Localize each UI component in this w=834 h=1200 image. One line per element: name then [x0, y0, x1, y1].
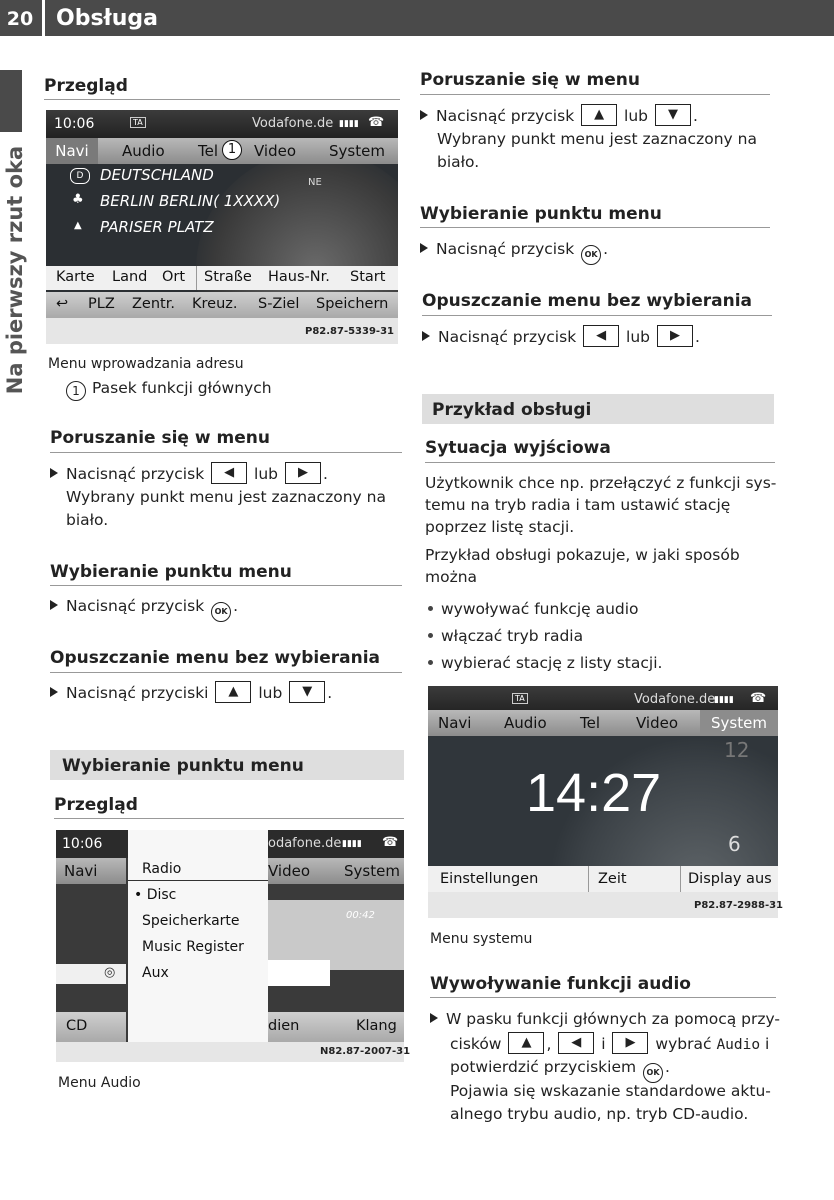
paragraph: Przykład obsługi pokazuje, w jaki sposób można — [425, 546, 740, 586]
menu-navi[interactable]: Navi — [438, 714, 472, 732]
header-divider — [42, 0, 45, 36]
menu-item-music-register[interactable]: Music Register — [142, 939, 244, 955]
ta-badge: TA — [130, 117, 146, 128]
address-city[interactable]: BERLIN BERLIN( 1XXXX) — [100, 192, 281, 210]
instruction: Nacisnąć przycisk OK . — [420, 238, 608, 265]
fn-karte[interactable]: Karte — [56, 269, 95, 285]
fn-sziel[interactable]: S-Ziel — [258, 296, 300, 312]
instruction-result-2: biało. — [66, 511, 109, 529]
ta-badge: TA — [512, 693, 528, 704]
country-badge: D — [70, 168, 90, 184]
phone-icon: ☎ — [368, 115, 385, 130]
up-key-icon: ▲ — [581, 104, 617, 126]
menu-item-disc[interactable]: • Disc — [134, 887, 177, 903]
ok-key-icon: OK — [643, 1063, 663, 1083]
time: 10:06 — [54, 116, 95, 132]
instruction: Nacisnąć przycisk OK . — [50, 595, 238, 622]
arrow-icon — [430, 1013, 438, 1023]
fn-kreuz[interactable]: Kreuz. — [192, 296, 238, 312]
section-title: Opuszczanie menu bez wybierania — [50, 648, 381, 668]
menu-system[interactable]: System — [344, 862, 400, 880]
legend-number: 1 — [66, 381, 86, 401]
legend — [66, 377, 272, 401]
section-title: Wybieranie punktu menu — [420, 204, 662, 224]
menu-video[interactable]: Video — [268, 862, 311, 880]
dial-6: 6 — [728, 832, 741, 856]
page-number: 20 — [6, 8, 34, 30]
section-banner: Wybieranie punktu menu — [50, 750, 404, 780]
phone-icon: ☎ — [750, 691, 767, 706]
fn-klang[interactable]: Klang — [356, 1018, 397, 1034]
instruction-result: Pojawia się wskazanie standardowe aktu- — [450, 1082, 771, 1100]
fn-cd[interactable]: CD — [66, 1018, 88, 1034]
signal-icon: ▮▮▮▮ — [714, 695, 734, 705]
section-title: Opuszczanie menu bez wybierania — [422, 291, 753, 311]
side-tab-label: Na pierwszy rzut oka — [3, 145, 27, 395]
right-key-icon: ▶ — [612, 1032, 648, 1054]
menu-system[interactable]: System — [329, 142, 385, 160]
instruction: W pasku funkcji głównych za pomocą przy- — [430, 1008, 780, 1030]
right-key-icon: ▶ — [285, 462, 321, 484]
menu-video[interactable]: Video — [254, 142, 297, 160]
time: 10:06 — [56, 830, 132, 858]
instruction-result-2: alnego trybu audio, np. tryb CD-audio. — [450, 1105, 749, 1123]
arrow-icon — [50, 468, 58, 478]
up-key-icon: ▲ — [508, 1032, 544, 1054]
clock-time: 14:27 — [526, 763, 662, 823]
arrow-icon — [422, 331, 430, 341]
arrow-icon — [420, 243, 428, 253]
fn-land[interactable]: Land — [112, 269, 148, 285]
provider: Vodafone.de — [252, 116, 334, 131]
section-title: Poruszanie się w menu — [420, 70, 640, 90]
fn-hausnr[interactable]: Haus-Nr. — [268, 269, 330, 285]
menu-item-speicherkarte[interactable]: Speicherkarte — [142, 913, 240, 929]
section-banner: Przykład obsługi — [422, 394, 774, 424]
section-title-overview: Przegląd — [44, 76, 128, 96]
menu-item-radio[interactable]: Radio — [142, 861, 182, 877]
menu-audio[interactable]: Audio — [504, 714, 547, 732]
down-key-icon: ▼ — [655, 104, 691, 126]
nav-function-bar — [46, 266, 398, 290]
ok-key-icon: OK — [581, 245, 601, 265]
signal-icon: ▮▮▮▮ — [339, 119, 359, 129]
compass-ne: NE — [308, 177, 322, 188]
fn-ort[interactable]: Ort — [162, 269, 186, 285]
fn-display-aus[interactable]: Display aus — [688, 871, 772, 887]
ok-key-icon: OK — [211, 602, 231, 622]
page-title: Obsługa — [56, 6, 158, 31]
fn-einstellungen[interactable]: Einstellungen — [440, 871, 539, 887]
page-header — [0, 0, 834, 36]
section-title: Sytuacja wyjściowa — [425, 438, 611, 458]
figure-code: P82.87-2988-31 — [694, 900, 784, 911]
instruction-result: Wybrany punkt menu jest zaznaczony na — [66, 488, 386, 506]
figure-caption: Menu wprowadzania adresu — [48, 356, 244, 372]
fn-start[interactable]: Start — [350, 269, 386, 285]
provider: odafone.de — [268, 836, 342, 851]
left-key-icon: ◀ — [211, 462, 247, 484]
left-key-icon: ◀ — [583, 325, 619, 347]
instruction-cont: potwierdzić przyciskiem OK . — [450, 1056, 670, 1083]
instruction-result: Wybrany punkt menu jest zaznaczony na — [437, 130, 757, 148]
section-title: Przegląd — [54, 795, 138, 815]
menu-navi[interactable]: Navi — [64, 862, 98, 880]
fn-zeit[interactable]: Zeit — [598, 871, 627, 887]
figure-code: N82.87-2007-31 — [320, 1046, 411, 1057]
signal-icon: ▮▮▮▮ — [342, 839, 362, 849]
section-title: Wywoływanie funkcji audio — [430, 974, 691, 994]
instruction: Nacisnąć przycisk ◀ lub ▶ . — [50, 462, 328, 485]
paragraph: Użytkownik chce np. przełączyć z funkcji sys- temu na tryb radia i tam ustawić stację poprzez listę stacji. — [425, 474, 777, 536]
rule — [44, 99, 400, 100]
fn-zentr[interactable]: Zentr. — [132, 296, 175, 312]
audio-menu-screen — [56, 830, 404, 1042]
instruction: Nacisnąć przyciski ▲ lub ▼ . — [50, 681, 332, 704]
menu-item-aux[interactable]: Aux — [142, 965, 169, 981]
city-icon: ♣ — [72, 192, 84, 207]
arrow-icon — [420, 110, 428, 120]
back-icon[interactable]: ↩ — [56, 296, 69, 312]
menu-audio[interactable]: Audio — [122, 142, 165, 160]
instruction-cont: cisków ▲ , ◀ i ▶ wybrać Audio i — [450, 1032, 769, 1056]
instruction: Nacisnąć przycisk ◀ lub ▶ . — [422, 325, 700, 348]
callout-1: 1 — [222, 140, 242, 160]
dial-12: 12 — [724, 738, 750, 762]
menu-video[interactable]: Video — [636, 714, 679, 732]
figure-code: P82.87-5339-31 — [304, 326, 394, 337]
nav-function-bar-2 — [46, 292, 398, 318]
arrow-icon — [50, 600, 58, 610]
section-title: Wybieranie punktu menu — [50, 562, 292, 582]
address-country[interactable]: DEUTSCHLAND — [100, 166, 214, 184]
phone-icon: ☎ — [382, 835, 399, 850]
disc-icon: ◎ — [104, 965, 116, 980]
figure-caption: Menu systemu — [430, 931, 533, 947]
street-icon: ▲ — [74, 220, 82, 231]
arrow-icon — [50, 687, 58, 697]
fn-plz[interactable]: PLZ — [88, 296, 115, 312]
fn-speichern[interactable]: Speichern — [316, 296, 389, 312]
fn-strasse[interactable]: Straße — [204, 269, 252, 285]
instruction: Nacisnąć przycisk ▲ lub ▼ . — [420, 104, 698, 127]
legend-text: Pasek funkcji głównych — [92, 379, 272, 397]
down-key-icon: ▼ — [289, 681, 325, 703]
menu-system[interactable]: System — [700, 710, 778, 736]
left-key-icon: ◀ — [558, 1032, 594, 1054]
menu-tel[interactable]: Tel — [198, 142, 219, 160]
system-function-bar — [428, 866, 778, 892]
menu-navi[interactable]: Navi — [46, 138, 98, 164]
track-time: 00:42 — [346, 910, 375, 921]
bullet-list: wywoływać funkcję audio włączać tryb radia wybierać stację z listy stacji. — [428, 598, 662, 679]
instruction-result-2: biało. — [437, 153, 480, 171]
section-title: Poruszanie się w menu — [50, 428, 270, 448]
fn-medien[interactable]: dien — [268, 1018, 300, 1034]
right-key-icon: ▶ — [657, 325, 693, 347]
audio-dropdown — [128, 830, 268, 1042]
up-key-icon: ▲ — [215, 681, 251, 703]
address-street[interactable]: PARISER PLATZ — [100, 218, 214, 236]
provider: Vodafone.de — [634, 692, 716, 707]
menu-tel[interactable]: Tel — [580, 714, 601, 732]
nav-address-screen — [46, 110, 398, 318]
figure-caption: Menu Audio — [58, 1075, 141, 1091]
system-screen — [428, 686, 778, 870]
